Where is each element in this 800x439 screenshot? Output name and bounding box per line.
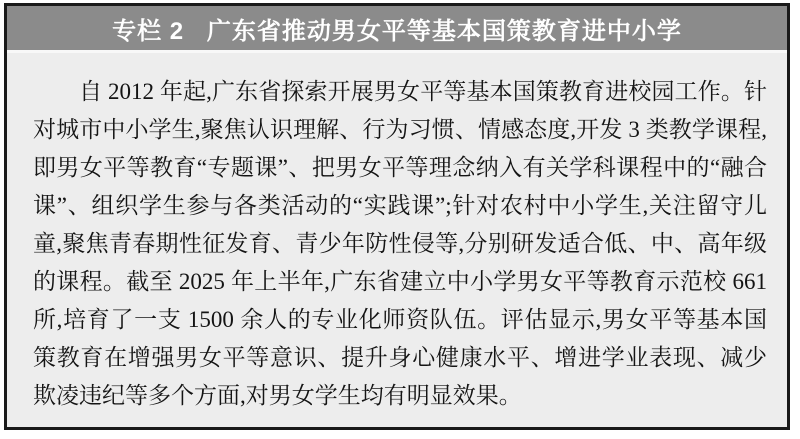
column-paragraph: 自 2012 年起,广东省探索开展男女平等基本国策教育进校园工作。针对城市中小学生,聚焦认识理解、行为习惯、情感态度,开发 3 类教学课程,即男女平等教育“专题课”、把男女平等理念纳入有关学科课程中的“融合课”、组织学生参与各类活动的“实践课”;针对农村中小学生,关注留守儿童,聚焦青春期性征发育、青少年防性侵等,分别研发适合低、中、高年级的课程。截至 2025 年上半年,广东省建立中小学男女平等教育示范校 661 所,培育了一支 1500 余人的专业化师资队伍。评估显示,男女平等基本国策教育在增强男女平等意识、提升身心健康水平、增进学业表现、减少欺凌违纪等多个方面,对男女学生均有明显效果。 — [33, 79, 767, 408]
column-label: 专栏 2 — [112, 17, 185, 45]
column-header — [7, 6, 787, 53]
column-body — [7, 53, 787, 424]
column-title: 广东省推动男女平等基本国策教育进中小学 — [206, 17, 682, 45]
column-box — [4, 3, 790, 430]
